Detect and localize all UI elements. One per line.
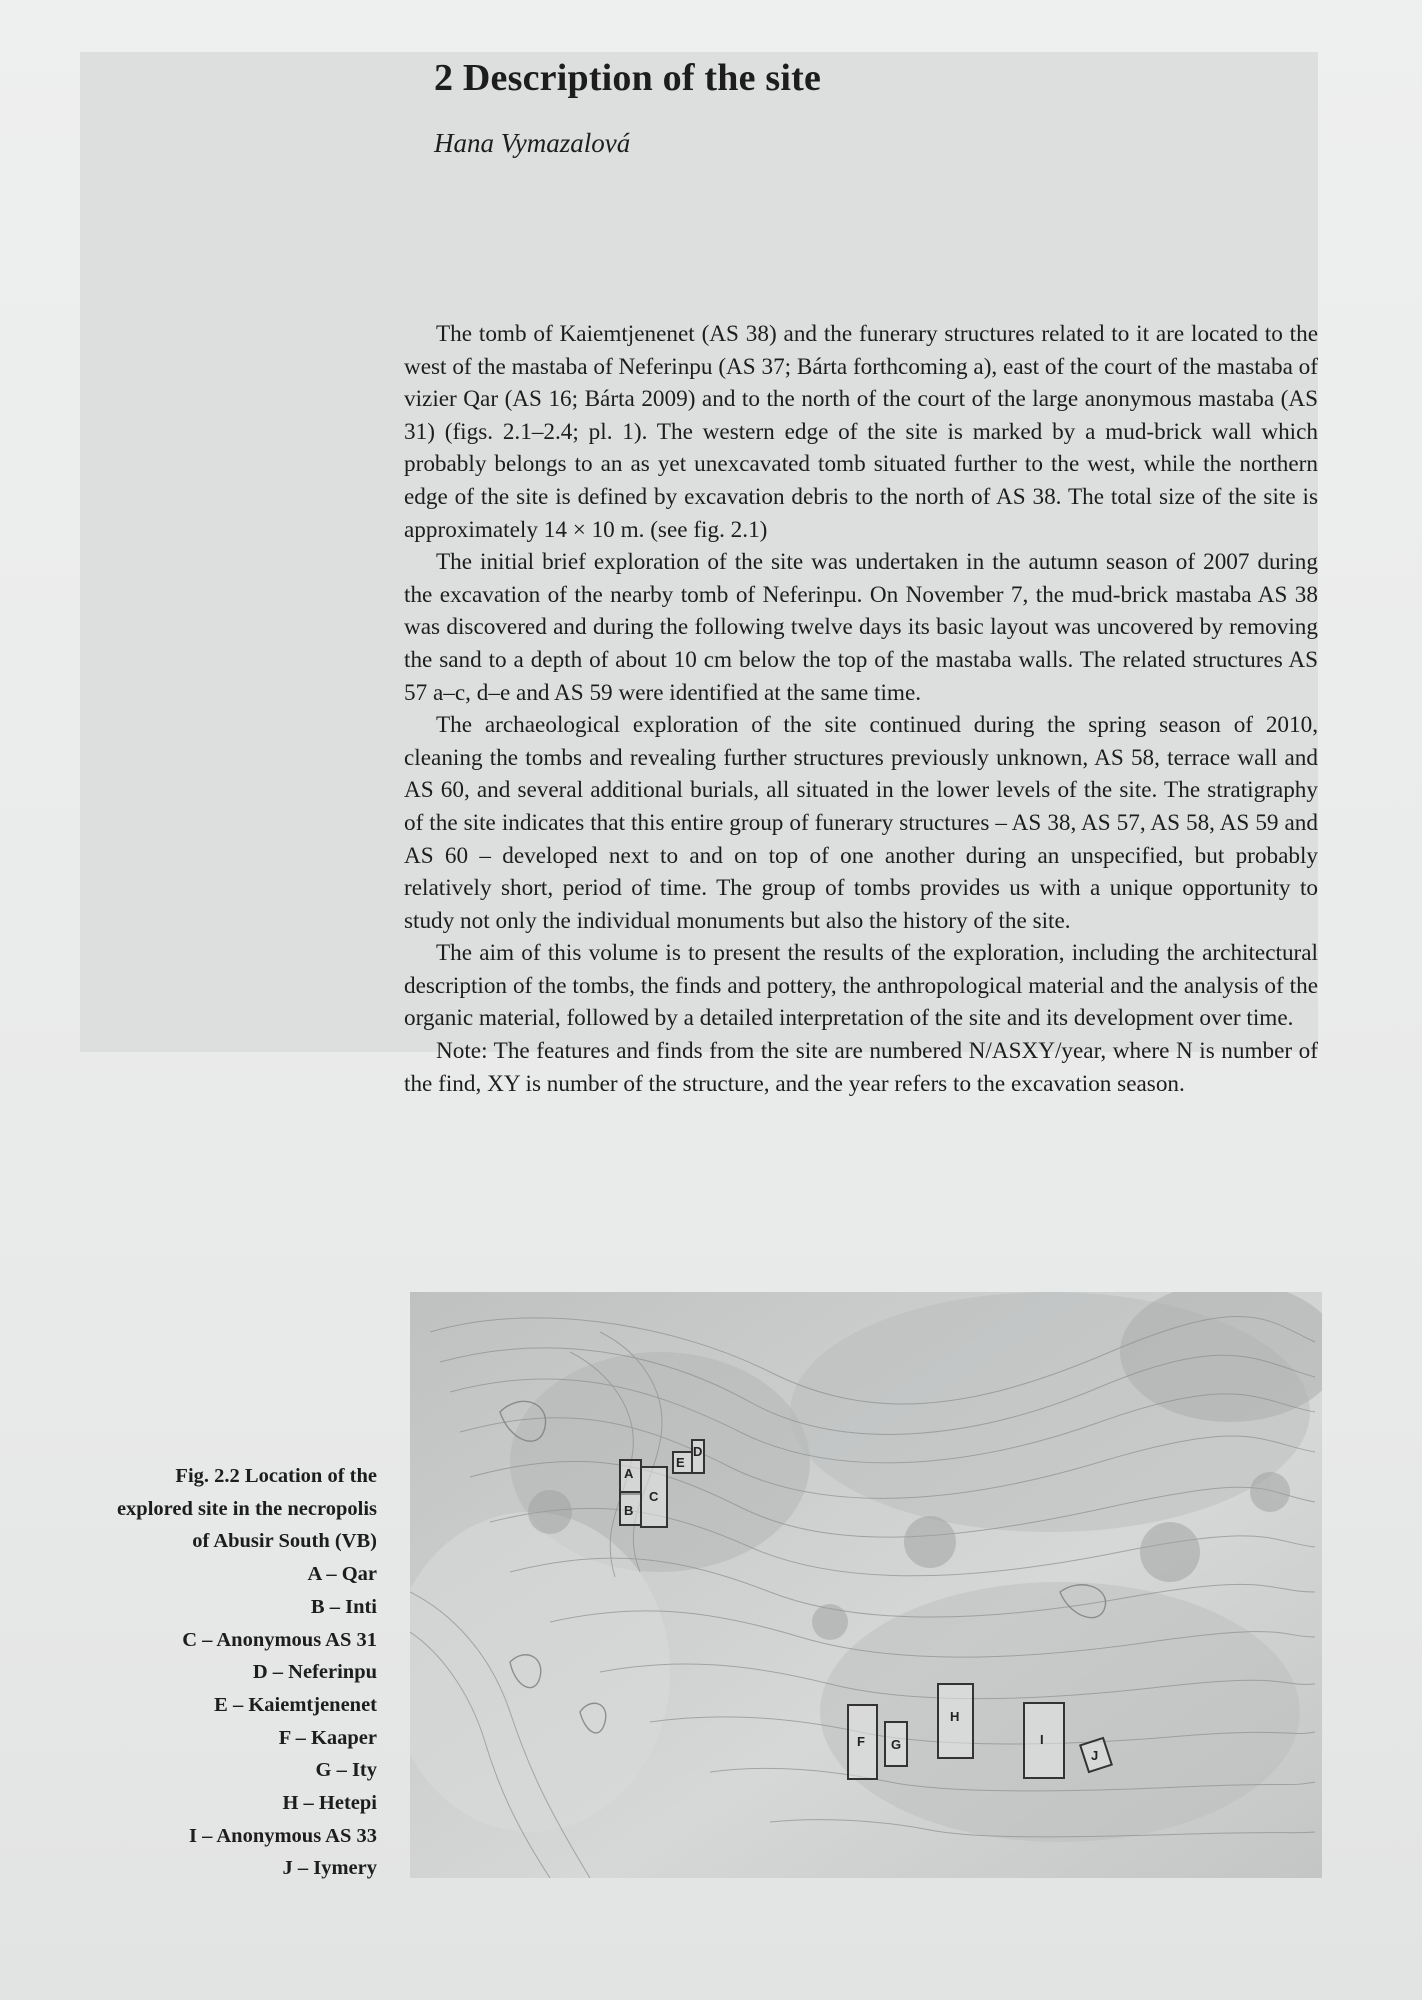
legend-item: I – Anonymous AS 33	[189, 1824, 377, 1847]
body-text	[404, 318, 1318, 1100]
map-label: A	[624, 1466, 634, 1481]
figure-caption	[0, 1460, 377, 1885]
legend-item: H – Hetepi	[282, 1792, 377, 1815]
map-label: J	[1091, 1748, 1099, 1763]
paragraph: The aim of this volume is to present the results of the exploration, including the architectural description of the tombs, the finds and pottery, the anthropological material and the analysis of the organic material, followed by a detailed interpretation of the site and its development over time.	[404, 940, 1318, 1032]
map-label: D	[693, 1444, 703, 1459]
paragraph: The archaeological exploration of the site continued during the spring season of 2010, cleaning the tombs and revealing further structures previously unknown, AS 58, terrace wall and AS 60, and several additional burials, all situated in the lower levels of the site. The stratigraphy of the site indicates that this entire group of funerary structures – AS 38, AS 57, AS 58, AS 59 and AS 60 – developed next to and on top of one another during an unspecified, but probably relatively short, period of time. The group of tombs provides us with a unique opportunity to study not only the individual monuments but also the history of the site.	[404, 712, 1318, 934]
legend-item: F – Kaaper	[278, 1726, 377, 1749]
caption-line: Fig. 2.2 Location of the	[175, 1465, 377, 1487]
map-label: G	[891, 1737, 902, 1752]
legend-item: J – Iymery	[282, 1857, 377, 1880]
legend-item: B – Inti	[310, 1595, 377, 1618]
caption-line: of Abusir South (VB)	[192, 1530, 377, 1553]
paragraph: The initial brief exploration of the site was undertaken in the autumn season of 2007 during the excavation of the nearby tomb of Neferinpu. On November 7, the mud-brick mastaba AS 38 was discovered and during the following twelve days its basic layout was uncovered by removing the sand to a depth of about 10 cm below the top of the mastaba walls. The related structures AS 57 a–c, d–e and AS 59 were identified at the same time.	[404, 549, 1318, 706]
map-label: I	[1040, 1732, 1044, 1747]
paragraph: The tomb of Kaiemtjenenet (AS 38) and the funerary structures related to it are located to the west of the mastaba of Neferinpu (AS 37; Bárta forthcoming a), east of the court of the mastaba of vizier Qar (AS 16; Bárta 2009) and to the north of the court of the large anonymous mastaba (AS 31) (figs. 2.1–2.4; pl. 1). The western edge of the site is marked by a mud-brick wall which probably belongs to an as yet unexcavated tomb situated further to the west, while the northern edge of the site is defined by excavation debris to the north of AS 38. The total size of the site is approximately 14 × 10 m. (see fig. 2.1)	[404, 321, 1318, 543]
paragraph: Note: The features and finds from the site are numbered N/ASXY/year, where N is number of the find, XY is number of the structure, and the year refers to the excavation season.	[404, 1038, 1318, 1097]
site-location-map	[410, 1292, 1322, 1878]
chapter-author: Hana Vymazalová	[434, 128, 631, 158]
legend-item: E – Kaiemtjenenet	[214, 1693, 377, 1716]
chapter-heading: 2 Description of the site	[434, 57, 822, 99]
map-box-i	[1024, 1703, 1064, 1778]
map-label: C	[649, 1489, 659, 1504]
contour-map	[410, 1292, 1322, 1878]
map-label: B	[624, 1503, 634, 1518]
map-label: E	[676, 1455, 685, 1470]
legend-item: D – Neferinpu	[252, 1661, 377, 1684]
legend-item: C – Anonymous AS 31	[182, 1628, 377, 1651]
legend-item: A – Qar	[307, 1563, 377, 1586]
caption-line: explored site in the necropolis	[116, 1497, 377, 1520]
map-label: H	[950, 1709, 960, 1724]
map-label: F	[857, 1734, 865, 1749]
legend-item: G – Ity	[315, 1759, 377, 1782]
